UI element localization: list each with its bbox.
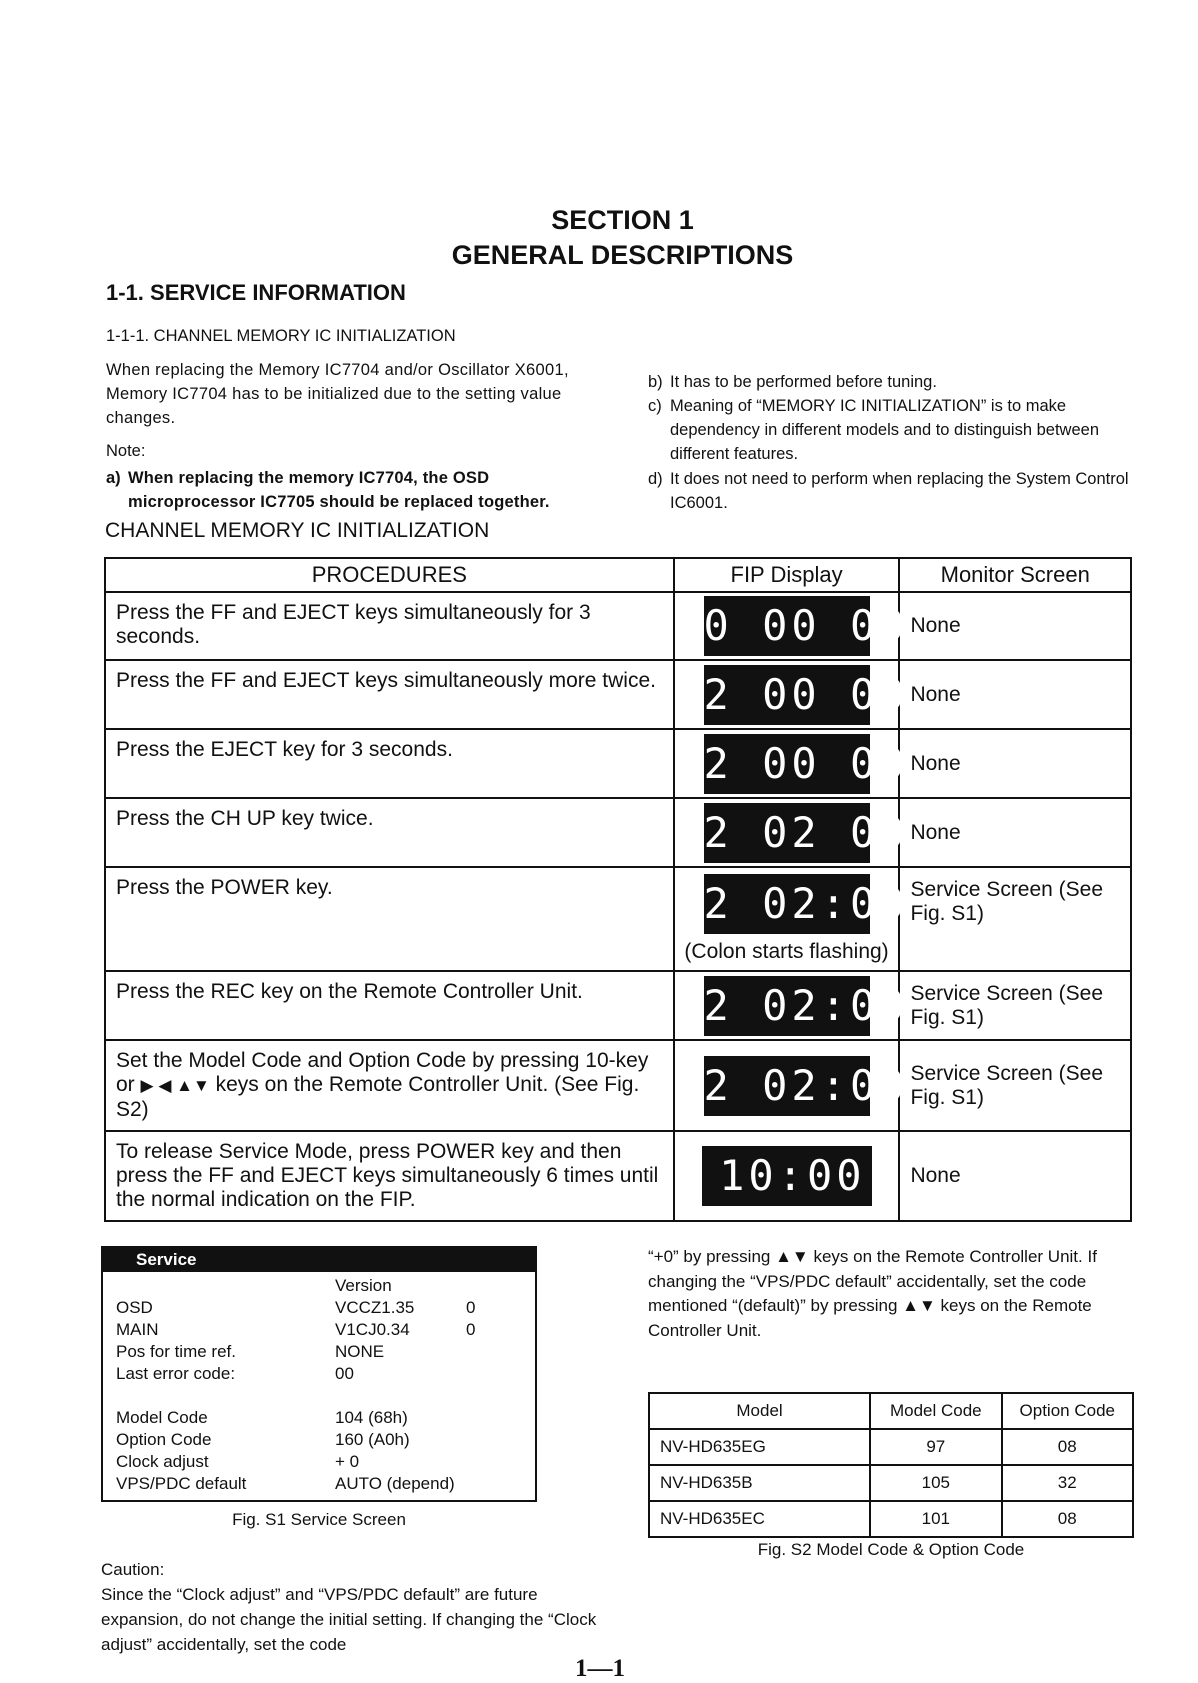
fip-display: 2 02:00 [704, 976, 870, 1036]
service-information-heading: 1-1. SERVICE INFORMATION [106, 280, 406, 305]
table-row [105, 867, 1131, 971]
header-model: Model [649, 1393, 870, 1429]
header-monitor-screen: Monitor Screen [899, 558, 1131, 592]
note-b-key: b) [648, 373, 663, 391]
fip-cell [674, 971, 909, 1040]
note-a-key: a) [106, 469, 121, 487]
model-code-table [648, 1392, 1134, 1538]
procedure-cell [105, 1040, 674, 1131]
note-d-key: d) [648, 470, 663, 488]
note-b-text: It has to be performed before tuning. [670, 373, 937, 391]
header-procedures: PROCEDURES [105, 558, 674, 592]
note-c [648, 394, 1133, 466]
osd-extra: 0 [466, 1298, 476, 1317]
note-a [106, 466, 606, 514]
subsection-heading: 1-1-1. CHANNEL MEMORY IC INITIALIZATION [106, 327, 456, 345]
osd-value: VCCZ1.35 [335, 1298, 415, 1317]
procedure-cell: To release Service Mode, press POWER key and then press the FF and EJECT keys simultaneously 6 times until the normal indication on the FIP. [105, 1131, 674, 1221]
table-row [649, 1501, 1133, 1537]
model-code-cell: 101 [870, 1501, 1001, 1537]
arrow-keys-icon: ▶ ◀ ▲▼ [140, 1076, 210, 1095]
last-error-value: 00 [335, 1364, 354, 1383]
table-row [105, 729, 1131, 798]
fip-cell [674, 1131, 900, 1221]
procedure-header-row [105, 558, 1131, 592]
main-value: V1CJ0.34 [335, 1320, 410, 1339]
note-c-key: c) [648, 397, 662, 415]
procedure-cell: Press the POWER key. [105, 867, 674, 971]
note-b [648, 370, 1133, 394]
version-label: Version [335, 1276, 392, 1295]
fip-cell [674, 867, 909, 971]
fip-display: 2 00 00 [704, 665, 870, 725]
model-code-label: Model Code [116, 1408, 208, 1427]
model-code-value: 104 (68h) [335, 1408, 408, 1427]
table-row [105, 1131, 1131, 1221]
table-row [105, 660, 1131, 729]
fip-cell [674, 1040, 909, 1131]
service-screen-header: Service [103, 1248, 535, 1272]
table-row [105, 1040, 1131, 1131]
intro-paragraph: When replacing the Memory IC7704 and/or Oscillator X6001, Memory IC7704 has to be initialized due to the setting value changes. [106, 361, 569, 427]
fip-display: 0 00 00 [704, 596, 870, 656]
note-label: Note: [106, 442, 146, 460]
fip-cell [674, 729, 909, 798]
model-cell: NV-HD635EC [649, 1501, 870, 1537]
model-cell: NV-HD635B [649, 1465, 870, 1501]
header-fip-display: FIP Display [674, 558, 900, 592]
fig-s2-caption: Fig. S2 Model Code & Option Code [757, 1540, 1025, 1559]
last-error-label: Last error code: [116, 1364, 236, 1383]
caution-label: Caution: [101, 1560, 165, 1579]
service-screen [101, 1246, 537, 1502]
main-label: MAIN [116, 1320, 159, 1339]
fip-cell [674, 592, 909, 660]
monitor-cell: None [899, 729, 1131, 798]
procedure-cell: Press the EJECT key for 3 seconds. [105, 729, 674, 798]
fip-note: (Colon starts flashing) [684, 940, 889, 963]
page-number: 1—1 [575, 1655, 625, 1682]
fig-s1-caption: Fig. S1 Service Screen [232, 1510, 406, 1529]
section-title: GENERAL DESCRIPTIONS [451, 240, 794, 270]
monitor-cell: None [899, 798, 1131, 867]
caution-block [101, 1557, 601, 1657]
section-number: SECTION 1 [551, 205, 694, 235]
header-model-code: Model Code [870, 1393, 1001, 1429]
monitor-cell: None [899, 1131, 1131, 1221]
option-code-cell: 32 [1002, 1465, 1133, 1501]
fip-display: 2 02:00 [704, 874, 870, 934]
clock-adjust-label: Clock adjust [116, 1452, 209, 1471]
table-row [105, 592, 1131, 660]
procedure-cell: Press the FF and EJECT keys simultaneously for 3 seconds. [105, 592, 674, 660]
option-code-cell: 08 [1002, 1429, 1133, 1465]
option-code-value: 160 (A0h) [335, 1430, 410, 1449]
table-row [105, 971, 1131, 1040]
option-code-cell: 08 [1002, 1501, 1133, 1537]
fip-display: 2 02 00 [704, 803, 870, 863]
note-c-text: Meaning of “MEMORY IC INITIALIZATION” is to make dependency in different models and to distinguish between different features. [670, 397, 1099, 463]
vps-pdc-label: VPS/PDC default [116, 1474, 247, 1493]
option-code-label: Option Code [116, 1430, 212, 1449]
note-d [648, 467, 1133, 515]
right-paragraph: “+0” by pressing ▲▼ keys on the Remote Controller Unit. If changing the “VPS/PDC default” accidentally, set the code mentioned “(default)” by pressing ▲▼ keys on the Remote Controller Unit. [648, 1247, 1097, 1340]
osd-label: OSD [116, 1298, 153, 1317]
fip-cell [674, 660, 909, 729]
monitor-cell: Service Screen (See Fig. S1) [899, 867, 1131, 971]
header-option-code: Option Code [1002, 1393, 1133, 1429]
procedure-cell: Press the FF and EJECT keys simultaneously more twice. [105, 660, 674, 729]
note-d-text: It does not need to perform when replacing the System Control IC6001. [670, 470, 1129, 512]
fip-display: 10:00 [702, 1146, 872, 1206]
fip-display: 2 02:00 [704, 1056, 870, 1116]
model-cell: NV-HD635EG [649, 1429, 870, 1465]
caution-text: Since the “Clock adjust” and “VPS/PDC default” are future expansion, do not change the initial setting. If changing the “Clock adjust” accidentally, set the code [101, 1585, 597, 1654]
table-row [649, 1429, 1133, 1465]
procedure-cell: Press the REC key on the Remote Controller Unit. [105, 971, 674, 1040]
pos-value: NONE [335, 1342, 385, 1361]
model-code-cell: 105 [870, 1465, 1001, 1501]
monitor-cell: None [899, 660, 1131, 729]
note-a-text: When replacing the memory IC7704, the OSD microprocessor IC7705 should be replaced together. [128, 469, 550, 511]
main-extra: 0 [466, 1320, 476, 1339]
table-row [649, 1465, 1133, 1501]
procedure-text-a: Set the Model Code and Option Code by pressing 10-key or [116, 1049, 649, 1096]
table-row [105, 798, 1131, 867]
procedure-cell: Press the CH UP key twice. [105, 798, 674, 867]
clock-adjust-value: + 0 [335, 1452, 360, 1471]
pos-label: Pos for time ref. [116, 1342, 236, 1361]
monitor-cell: None [899, 592, 1131, 660]
procedure-table-title: CHANNEL MEMORY IC INITIALIZATION [105, 519, 490, 542]
procedure-table [104, 557, 1132, 1222]
fip-cell [674, 798, 909, 867]
monitor-cell: Service Screen (See Fig. S1) [899, 1040, 1131, 1131]
fip-display: 2 00 00 [704, 734, 870, 794]
model-header-row [649, 1393, 1133, 1429]
monitor-cell: Service Screen (See Fig. S1) [899, 971, 1131, 1040]
vps-pdc-value: AUTO (depend) [335, 1474, 455, 1493]
procedure-text-b: keys on the Remote Controller Unit. (See Fig. S2) [116, 1073, 640, 1121]
model-code-cell: 97 [870, 1429, 1001, 1465]
